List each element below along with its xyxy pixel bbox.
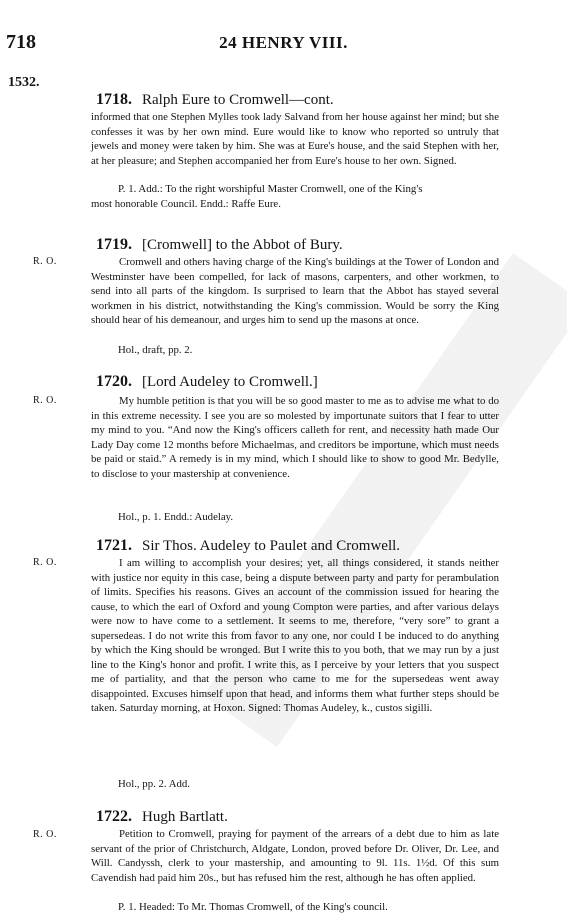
entry-1718-note: P. 1. Add.: To the right worshipful Master Cromwell, one of the King's [118,183,423,195]
source-marker: R. O. [33,557,57,568]
entry-1718-body: informed that one Stephen Mylles took lady Salvand from her house against her mind; but she confesses it was by her own mind. Eure would like to know who reported so untruly that jewels and money were taken by him. She was at Eure's house, and the said Stephen with her, at her pleasure; and Stephen accompanied her from Eure's house to her own. Signed. [91,111,499,167]
entry-1722-note: P. 1. Headed: To Mr. Thomas Cromwell, of the King's council. [118,901,388,913]
entry-1719-note: Hol., draft, pp. 2. [118,344,193,356]
entry-1721-heading: 1721. Sir Thos. Audeley to Paulet and Cromwell. [96,537,401,554]
entry-1722-body: Petition to Cromwell, praying for payment of the arrears of a debt due to him as late servant of the prior of Christchurch, Aldgate, London, proved before Dr. Oliver, Dr. Lee, and Will. Candyssh, clerk to your mastership, and amounting to 9l. 11s. 1½d. Of this sum Cavendish had paid him 20s., but has refused him the rest, although he has often applied. [91,828,499,884]
entry-1719-heading: 1719. [Cromwell] to the Abbot of Bury. [96,236,343,253]
entry-title: Ralph Eure to Cromwell—cont. [142,92,334,108]
source-marker: R. O. [33,395,57,406]
source-marker: R. O. [33,256,57,267]
entry-number: 1718. [96,91,132,108]
entry-1721-note: Hol., pp. 2. Add. [118,778,190,790]
entry-1720-note: Hol., p. 1. Endd.: Audelay. [118,511,234,523]
entry-1720-body: My humble petition is that you will be so good master to me as to advise me what to do in this extreme necessity. I see you are so molested by importunate suitors that I fear to utter my mind to you. “And now the King's officers calleth for rent, and necessity hath made Our Lady Day come 12 months before Michaelmas, and creditors be importune, which must needs be paid or staid.” A remedy is in my mind, which I should like to show to good Mr. Bedylle, to disclose to your mastership at convenience. [91,395,499,480]
year-marker: 1532. [8,75,40,90]
entry-1720-heading: 1720. [Lord Audeley to Cromwell.] [96,373,318,390]
entry-1721-body: I am willing to accomplish your desires; yet, all things considered, it stands neither with justice nor equity in this case, being a dispute between party and party for perambulation of limits. Specifies his reasons. Gives an account of the commission issued for hearing the cause, to which the earl of Oxford and young Compton were parties, and after various delays were now to have come to a settlement. It seems to me, therefore, “very sore” to grant a supersedeas. I do not write this from favor to any one, nor could I be induced to do anything by which the King should be wronged. But I write this to you both, that we may run by a just line to the King's honor and profit. I write this, as I perceive by your letters that you suspect me of partiality, and that the person who came to me for the supersedeas went away disappointed. Excuses himself upon that head, and informs them what further steps should be taken. Saturday morning, at Hoxon. Signed: Thomas Audeley, k., custos sigilli. [91,557,499,714]
running-header: 24 HENRY VIII. [219,33,348,52]
entry-1719-body: Cromwell and others having charge of the King's buildings at the Tower of London and Westminster have been compelled, for lack of masons, carpenters, and other workmen, to send into all parts of the kingdom. Is surprised to learn that the Abbot has stayed several workmen in his district, notwithstanding the King's commission. Would be sorry the King should hear of his demeanour, and urges him to send up the masons at once. [91,256,499,326]
source-marker: R. O. [33,829,57,840]
entry-1718-heading [96,91,334,109]
entry-1718-note-cont: most honorable Council. Endd.: Raffe Eure. [91,198,281,210]
page-number: 718 [6,31,36,53]
entry-1722-heading: 1722. Hugh Bartlatt. [96,808,228,825]
